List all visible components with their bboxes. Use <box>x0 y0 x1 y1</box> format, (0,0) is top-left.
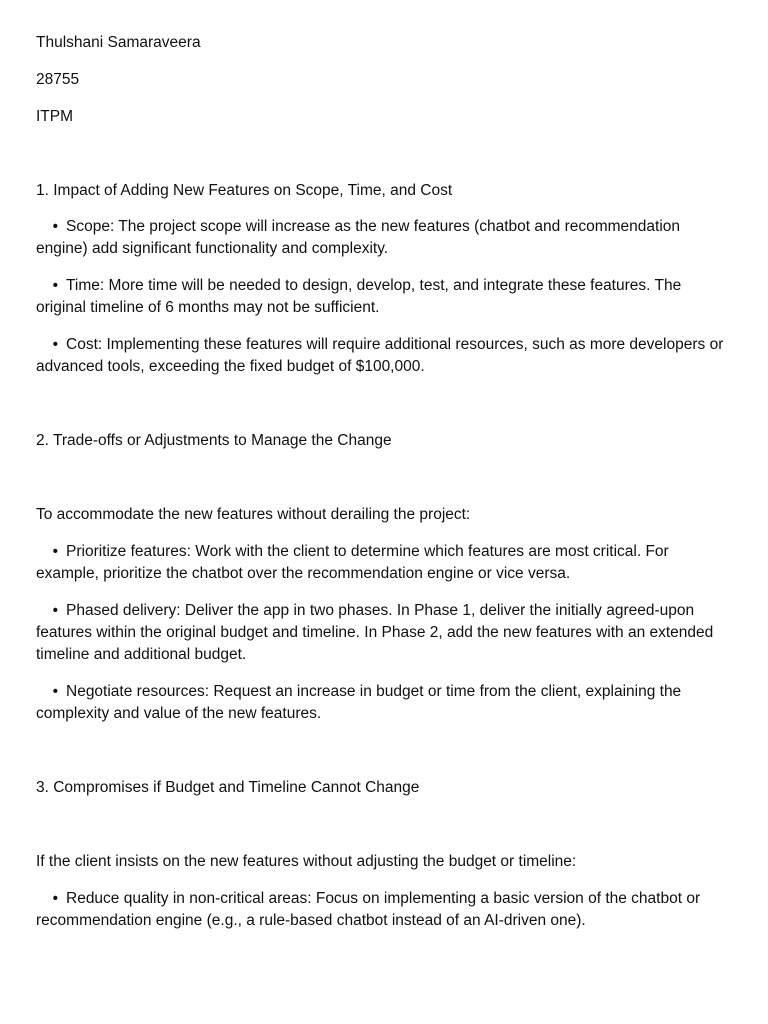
author-name: Thulshani Samaraveera <box>36 34 201 51</box>
section-2-heading: 2. Trade-offs or Adjustments to Manage the Change <box>36 432 392 449</box>
section-3-heading: 3. Compromises if Budget and Timeline Cannot Change <box>36 779 420 796</box>
bullet-text: Prioritize features: Work with the client to determine which features are most critical. For example, prioritize the chatbot over the recommendation engine or vice versa. <box>36 543 669 582</box>
section-1-heading: 1. Impact of Adding New Features on Scope, Time, and Cost <box>36 182 453 199</box>
bullet-text: Phased delivery: Deliver the app in two phases. In Phase 1, deliver the initially agreed-upon features within the original budget and timeline. In Phase 2, add the new features with an extended timeline and additional budget. <box>36 602 714 663</box>
section-1-bullet <box>36 275 732 319</box>
bullet-text: Cost: Implementing these features will require additional resources, such as more developers or advanced tools, exceeding the fixed budget of $100,000. <box>36 336 724 375</box>
bullet-icon: • <box>52 890 58 907</box>
bullet-icon: • <box>52 602 58 619</box>
bullet-text: Reduce quality in non-critical areas: Focus on implementing a basic version of the chatbot or recommendation engine (e.g., a rule-based chatbot instead of an AI-driven one). <box>36 890 701 929</box>
student-id: 28755 <box>36 71 80 88</box>
bullet-icon: • <box>52 543 58 560</box>
section-3-bullet <box>36 888 732 932</box>
bullet-text: Negotiate resources: Request an increase in budget or time from the client, explaining the complexity and value of the new features. <box>36 683 682 722</box>
bullet-icon: • <box>52 683 58 700</box>
course-code: ITPM <box>36 108 74 125</box>
section-3-intro: If the client insists on the new features without adjusting the budget or timeline: <box>36 853 577 870</box>
bullet-icon: • <box>52 336 58 353</box>
section-2-intro: To accommodate the new features without derailing the project: <box>36 506 471 523</box>
section-1-bullet <box>36 334 732 378</box>
section-2-bullet <box>36 681 732 725</box>
bullet-text: Time: More time will be needed to design, develop, test, and integrate these features. The original timeline of 6 months may not be sufficient. <box>36 277 682 316</box>
section-1-bullet <box>36 216 732 260</box>
section-2-bullet <box>36 541 732 585</box>
section-2-bullet <box>36 600 732 666</box>
bullet-text: Scope: The project scope will increase as the new features (chatbot and recommendation engine) add significant functionality and complexity. <box>36 218 681 257</box>
bullet-icon: • <box>52 218 58 235</box>
bullet-icon: • <box>52 277 58 294</box>
